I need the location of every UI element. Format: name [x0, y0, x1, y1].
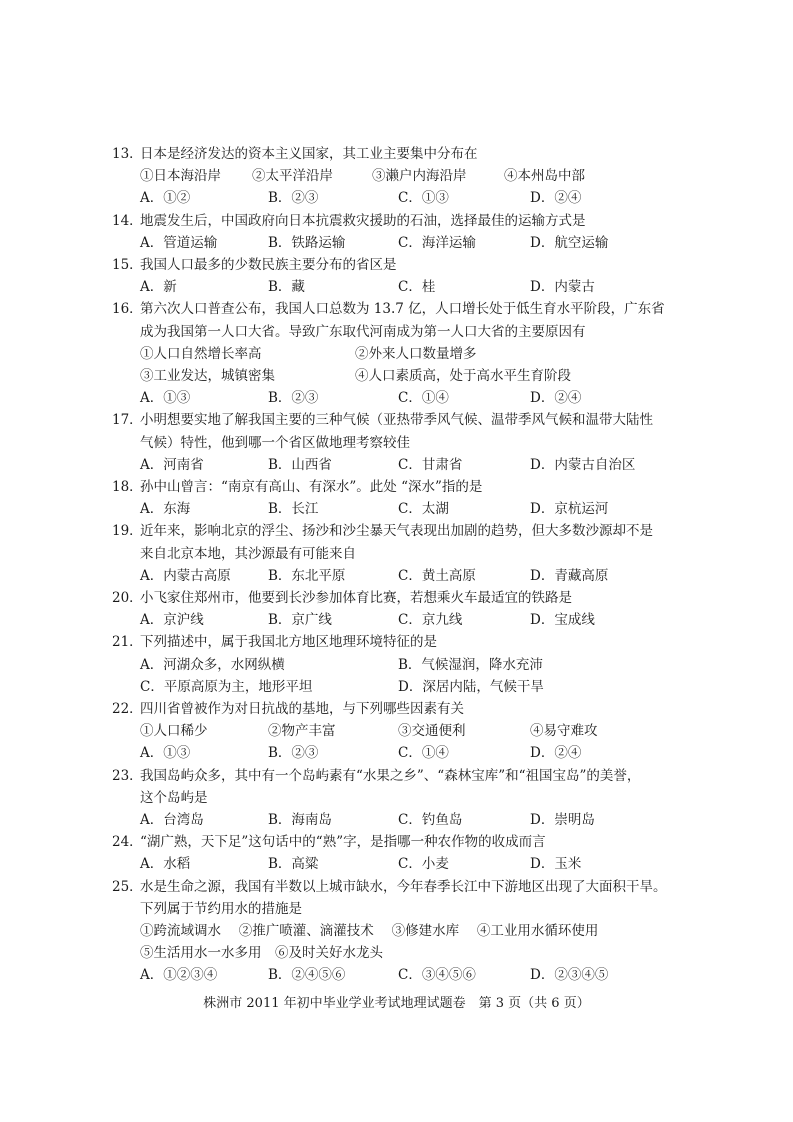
answer-option: C．京九线: [398, 612, 463, 629]
statement: ②外来人口数量增多: [355, 345, 477, 362]
answer-option: B．气候湿润，降水充沛: [398, 656, 543, 673]
question-number: 22．: [112, 701, 143, 717]
question-text: 第六次人口普查公布，我国人口总数为 13.7 亿，人口增长处于低生育水平阶段，广东省: [140, 301, 665, 318]
answer-option: A．水稻: [140, 856, 191, 873]
question-number: 19．: [112, 523, 143, 540]
answer-option: B．②④⑤⑥: [268, 967, 346, 984]
answer-option: A．①②③④: [140, 967, 218, 984]
answer-option: C．钓鱼岛: [398, 812, 463, 828]
answer-option: C．①③: [398, 190, 449, 207]
question-number: 24．: [112, 834, 143, 851]
statement: ①人口自然增长率高: [140, 345, 262, 362]
answer-option: D．②③④⑤: [530, 967, 609, 984]
answer-option: D．崇明岛: [530, 812, 595, 828]
question-text: 小明想要实地了解我国主要的三种气候（亚热带季风气候、温带季风气候和温带大陆性: [140, 412, 653, 429]
question-text: “湖广熟，天下足”这句话中的“熟”字，是指哪一种农作物的收成而言: [140, 834, 546, 851]
answer-option: D．内蒙古: [530, 279, 595, 296]
question-text: 气候）特性，他到哪一个省区做地理考察较佳: [140, 434, 410, 451]
statement: ④易守难攻: [530, 723, 598, 740]
question-text: 这个岛屿是: [140, 789, 208, 806]
question-text: 下列描述中，属于我国北方地区地理环境特征的是: [140, 634, 437, 651]
answer-option: A．内蒙古高原: [140, 567, 231, 584]
answer-option: B．②③: [268, 745, 319, 762]
statement: ④本州岛中部: [504, 168, 585, 185]
answer-option: A．①③: [140, 390, 191, 407]
answer-option: C．③④⑤⑥: [398, 967, 476, 984]
answer-option: C．海洋运输: [398, 234, 476, 251]
question-text: 日本是经济发达的资本主义国家，其工业主要集中分布在: [140, 146, 478, 162]
answer-option: D．玉米: [530, 856, 582, 873]
answer-option: D．京杭运河: [530, 501, 609, 518]
answer-option: B．②③: [268, 390, 319, 407]
answer-option: D．内蒙古自治区: [530, 456, 636, 473]
statement: ②太平洋沿岸: [252, 168, 333, 185]
answer-option: A．①②: [140, 190, 191, 207]
question-number: 21．: [112, 634, 143, 651]
question-text: 我国人口最多的少数民族主要分布的省区是: [140, 257, 397, 273]
answer-option: B．铁路运输: [268, 234, 346, 251]
answer-option: C．太湖: [398, 501, 449, 518]
answer-option: B．海南岛: [268, 812, 332, 828]
answer-option: D．②④: [530, 190, 582, 207]
question-text: 近年来，影响北京的浮尘、扬沙和沙尘暴天气表现出加剧的趋势，但大多数沙源却不是: [140, 523, 653, 540]
answer-option: C．①④: [398, 390, 449, 407]
question-text: 小飞家住郑州市，他要到长沙参加体育比赛，若想乘火车最适宜的铁路是: [140, 590, 572, 606]
question-number: 20．: [112, 590, 143, 606]
question-text: 地震发生后，中国政府向日本抗震救灾援助的石油，选择最佳的运输方式是: [140, 212, 586, 229]
statement: ④人口素质高，处于高水平生育阶段: [355, 368, 571, 384]
question-text: 来自北京本地，其沙源最有可能来自: [140, 545, 356, 562]
page-footer: 株洲市 2011 年初中毕业学业考试地理试题卷 第 3 页（共 6 页）: [203, 996, 590, 1011]
answer-option: B．高粱: [268, 856, 319, 873]
question-text: 成为我国第一人口大省。导致广东取代河南成为第一人口大省的主要原因有: [140, 323, 586, 340]
answer-option: B．京广线: [268, 612, 332, 629]
question-number: 18．: [112, 479, 143, 495]
answer-option: A．河湖众多，水网纵横: [140, 656, 285, 673]
statement: ①日本海沿岸: [140, 168, 221, 185]
answer-option: C．①④: [398, 745, 449, 762]
answer-option: B．东北平原: [268, 567, 346, 584]
question-number: 13．: [112, 146, 143, 162]
answer-option: C．甘肃省: [398, 456, 463, 473]
question-number: 16．: [112, 301, 143, 318]
statement-line: ⑤生活用水一水多用 ⑥及时关好水龙头: [140, 945, 383, 962]
question-number: 15．: [112, 257, 143, 273]
question-text: 我国岛屿众多，其中有一个岛屿素有“水果之乡”、“森林宝库”和“祖国宝岛”的美誉，: [140, 767, 641, 784]
statement: ③工业发达，城镇密集: [140, 368, 275, 384]
answer-option: A．管道运输: [140, 234, 218, 251]
answer-option: D．②④: [530, 745, 582, 762]
answer-option: D．深居内陆，气候干旱: [398, 678, 544, 695]
answer-option: C．小麦: [398, 856, 449, 873]
answer-option: C．黄土高原: [398, 567, 476, 584]
answer-option: A．台湾岛: [140, 812, 204, 828]
answer-option: A．东海: [140, 501, 191, 518]
question-number: 23．: [112, 767, 143, 784]
question-text: 下列属于节约用水的措施是: [140, 900, 302, 917]
statement: ③濑户内海沿岸: [372, 168, 467, 185]
statement: ①人口稀少: [140, 723, 208, 740]
answer-option: B．②③: [268, 190, 319, 207]
answer-option: D．宝成线: [530, 612, 595, 629]
answer-option: A．河南省: [140, 456, 204, 473]
question-number: 14．: [112, 212, 143, 229]
answer-option: D．②④: [530, 390, 582, 407]
answer-option: D．青藏高原: [530, 567, 609, 584]
question-text: 四川省曾被作为对日抗战的基地，与下列哪些因素有关: [140, 701, 464, 717]
question-text: 水是生命之源，我国有半数以上城市缺水，今年春季长江中下游地区出现了大面积干旱。: [140, 878, 667, 895]
answer-option: B．藏: [268, 279, 305, 296]
answer-option: B．山西省: [268, 456, 332, 473]
statement: ②物产丰富: [268, 723, 336, 740]
question-text: 孙中山曾言：“南京有高山、有深水”。此处 “深水”指的是: [140, 479, 483, 495]
answer-option: A．京沪线: [140, 612, 204, 629]
question-number: 17．: [112, 412, 143, 429]
answer-option: B．长江: [268, 501, 319, 518]
answer-option: C．桂: [398, 279, 436, 296]
statement: ③交通便利: [398, 723, 466, 740]
answer-option: A．新: [140, 279, 177, 296]
question-number: 25．: [112, 878, 143, 895]
answer-option: C．平原高原为主，地形平坦: [140, 678, 313, 695]
answer-option: D．航空运输: [530, 234, 609, 251]
answer-option: A．①③: [140, 745, 191, 762]
statement-line: ①跨流域调水 ②推广喷灌、滴灌技术 ③修建水库 ④工业用水循环使用: [140, 923, 599, 939]
